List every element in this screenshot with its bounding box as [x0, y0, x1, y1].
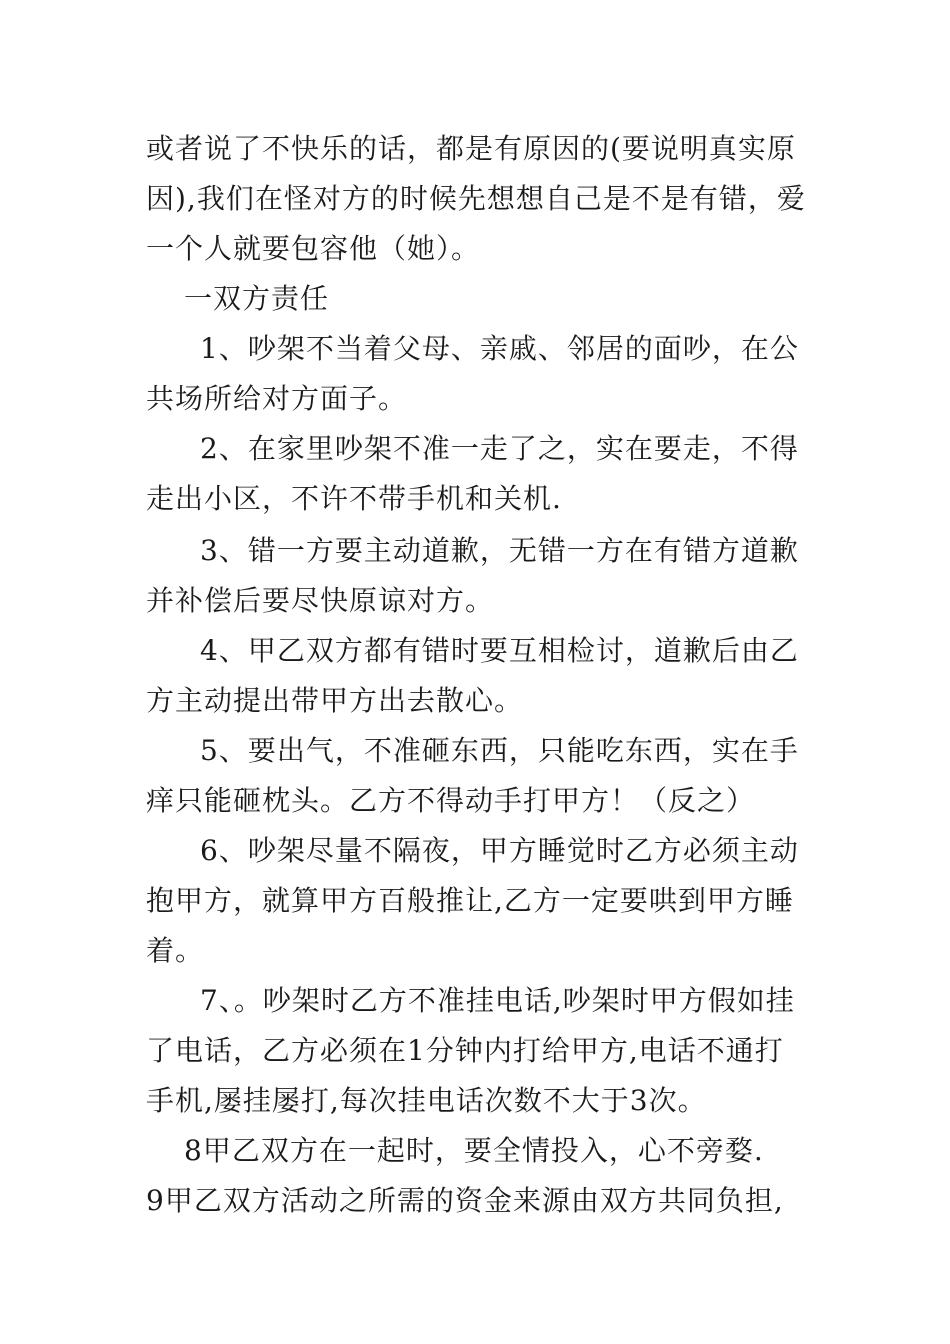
- text-line: 方主动提出带甲方出去散心。: [146, 684, 524, 717]
- text-line: 7、。吵架时乙方不准挂电话,吵架时甲方假如挂: [200, 984, 795, 1017]
- text-line: 3、错一方要主动道歉，无错一方在有错方道歉: [200, 534, 799, 567]
- text-line: 走出小区，不许不带手机和关机.: [146, 482, 562, 515]
- text-line: 9甲乙双方活动之所需的资金来源由双方共同负担,: [146, 1184, 784, 1217]
- text-line: 共场所给对方面子。: [146, 382, 408, 415]
- text-line: 一个人就要包容他（她）。: [146, 232, 481, 265]
- text-line: 或者说了不快乐的话，都是有原因的(要说明真实原: [146, 132, 796, 165]
- text-line: 4、甲乙双方都有错时要互相检讨，道歉后由乙: [200, 634, 799, 667]
- text-line: 痒只能砸枕头。乙方不得动手打甲方！（反之）: [146, 784, 756, 817]
- text-line: 因),我们在怪对方的时候先想想自己是不是有错，爱: [146, 182, 806, 215]
- text-line: 6、吵架尽量不隔夜，甲方睡觉时乙方必须主动: [200, 834, 799, 867]
- text-line: 抱甲方，就算甲方百般推让,乙方一定要哄到甲方睡: [146, 884, 794, 917]
- text-line: 8甲乙双方在一起时，要全情投入，心不旁婺.: [184, 1134, 764, 1167]
- text-line: 了电话，乙方必须在1分钟内打给甲方,电话不通打: [146, 1034, 784, 1067]
- text-line: 手机,屡挂屡打,每次挂电话次数不大于3次。: [146, 1084, 707, 1117]
- text-line: 并补偿后要尽快原谅对方。: [146, 584, 495, 617]
- text-line: 2、在家里吵架不准一走了之，实在要走，不得: [200, 432, 799, 465]
- text-line: 1、吵架不当着父母、亲戚、邻居的面吵，在公: [200, 332, 799, 365]
- text-line: 着。: [146, 934, 205, 967]
- text-line: 5、要出气，不准砸东西，只能吃东西，实在手: [200, 734, 799, 767]
- section-heading: 一双方责任: [184, 282, 330, 315]
